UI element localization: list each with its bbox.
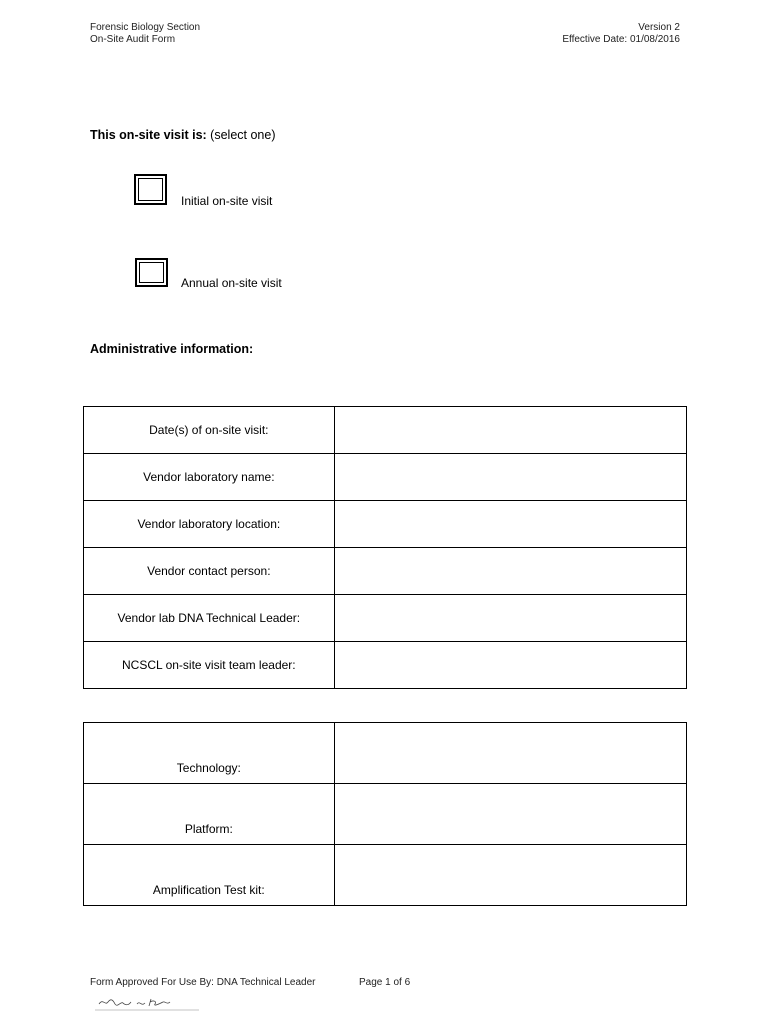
visit-type-question-bold: This on-site visit is: — [90, 128, 207, 142]
amplification-kit-label: Amplification Test kit: — [84, 845, 335, 906]
technology-field[interactable] — [334, 723, 686, 784]
vendor-lab-name-label: Vendor laboratory name: — [84, 454, 335, 501]
platform-field[interactable] — [334, 784, 686, 845]
vendor-tech-leader-field[interactable] — [334, 595, 686, 642]
vendor-lab-location-field[interactable] — [334, 501, 686, 548]
admin-section-title: Administrative information: — [90, 342, 254, 356]
table-row — [84, 548, 687, 595]
header-right — [562, 22, 680, 46]
vendor-tech-leader-label: Vendor lab DNA Technical Leader: — [84, 595, 335, 642]
table-row — [84, 845, 687, 906]
visit-type-question-note: (select one) — [210, 128, 276, 142]
approval-note: Form Approved For Use By: DNA Technical Leader — [90, 977, 316, 988]
table-row — [84, 407, 687, 454]
table-row — [84, 723, 687, 784]
team-leader-field[interactable] — [334, 642, 686, 689]
initial-visit-checkbox[interactable] — [134, 174, 167, 205]
form-name: On-Site Audit Form — [90, 34, 176, 45]
annual-visit-label: Annual on-site visit — [181, 276, 282, 290]
vendor-lab-name-field[interactable] — [334, 454, 686, 501]
table-row — [84, 595, 687, 642]
table-row — [84, 642, 687, 689]
table-row — [84, 454, 687, 501]
vendor-contact-label: Vendor contact person: — [84, 548, 335, 595]
technology-table — [83, 722, 687, 906]
initial-visit-label: Initial on-site visit — [181, 194, 273, 208]
page-number: Page 1 of 6 — [359, 977, 411, 988]
vendor-lab-location-label: Vendor laboratory location: — [84, 501, 335, 548]
section-name: Forensic Biology Section — [90, 22, 201, 33]
vendor-contact-field[interactable] — [334, 548, 686, 595]
annual-visit-checkbox[interactable] — [135, 258, 168, 287]
version-label: Version 2 — [638, 22, 680, 33]
amplification-kit-field[interactable] — [334, 845, 686, 906]
effective-date: Effective Date: 01/08/2016 — [562, 34, 680, 45]
technology-label: Technology: — [84, 723, 335, 784]
platform-label: Platform: — [84, 784, 335, 845]
visit-type-question — [90, 128, 275, 142]
table-row — [84, 784, 687, 845]
admin-info-table — [83, 406, 687, 689]
handwritten-signature — [95, 994, 199, 1012]
visit-dates-label: Date(s) of on-site visit: — [84, 407, 335, 454]
header-left — [90, 22, 200, 46]
team-leader-label: NCSCL on-site visit team leader: — [84, 642, 335, 689]
table-row — [84, 501, 687, 548]
visit-dates-field[interactable] — [334, 407, 686, 454]
